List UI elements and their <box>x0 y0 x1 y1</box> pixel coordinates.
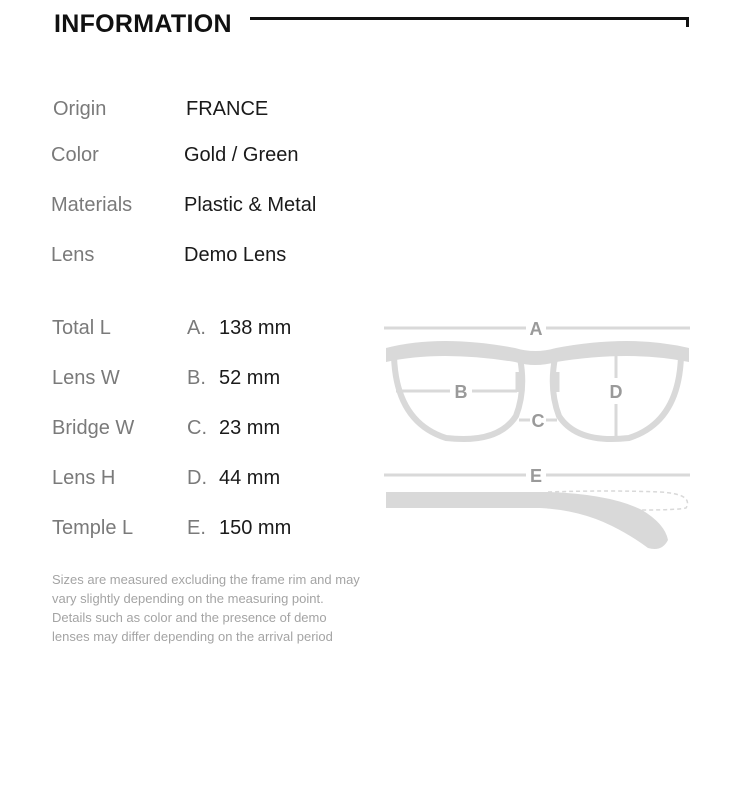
dimension-label-a: A <box>529 319 543 339</box>
size-label-lens-height: Lens H <box>52 467 116 489</box>
size-value-lens-height: 44 mm <box>219 467 281 489</box>
info-label-materials: Materials <box>51 194 133 216</box>
info-value-lens: Demo Lens <box>184 244 287 266</box>
frame-top-bar <box>386 341 689 365</box>
size-value-temple-length: 150 mm <box>219 517 292 539</box>
dimension-label-d: D <box>609 382 623 402</box>
info-value-color: Gold / Green <box>184 144 299 166</box>
size-letter-temple-length: E. <box>187 517 206 539</box>
size-disclaimer-note <box>52 570 382 646</box>
size-letter-total: A. <box>187 317 206 339</box>
title-rule <box>250 17 689 27</box>
page-title: INFORMATION <box>54 10 232 38</box>
note-line: vary slightly depending on the measuring point. <box>52 591 324 606</box>
size-letter-lens-width: B. <box>187 367 206 389</box>
temple-arm <box>386 492 668 549</box>
size-label-total: Total L <box>52 317 111 339</box>
size-letter-bridge-width: C. <box>187 417 207 439</box>
size-value-total: 138 mm <box>219 317 292 339</box>
size-value-lens-width: 52 mm <box>219 367 281 389</box>
dimension-label-c: C <box>531 411 545 431</box>
size-label-bridge-width: Bridge W <box>52 417 135 439</box>
info-value-origin: FRANCE <box>186 98 269 120</box>
note-line: Details such as color and the presence of demo <box>52 610 327 625</box>
size-letter-lens-height: D. <box>187 467 207 489</box>
info-label-origin: Origin <box>53 98 107 120</box>
size-label-lens-width: Lens W <box>52 367 120 389</box>
info-value-materials: Plastic & Metal <box>184 194 317 216</box>
info-label-lens: Lens <box>51 244 95 266</box>
note-line: lenses may differ depending on the arrival period <box>52 629 333 644</box>
dimension-label-b: B <box>454 382 468 402</box>
info-label-color: Color <box>51 144 99 166</box>
dimension-label-e: E <box>529 466 543 486</box>
note-line: Sizes are measured excluding the frame rim and may <box>52 572 360 587</box>
glasses-measurement-diagram <box>380 312 695 557</box>
size-label-temple-length: Temple L <box>52 517 134 539</box>
size-value-bridge-width: 23 mm <box>219 417 281 439</box>
